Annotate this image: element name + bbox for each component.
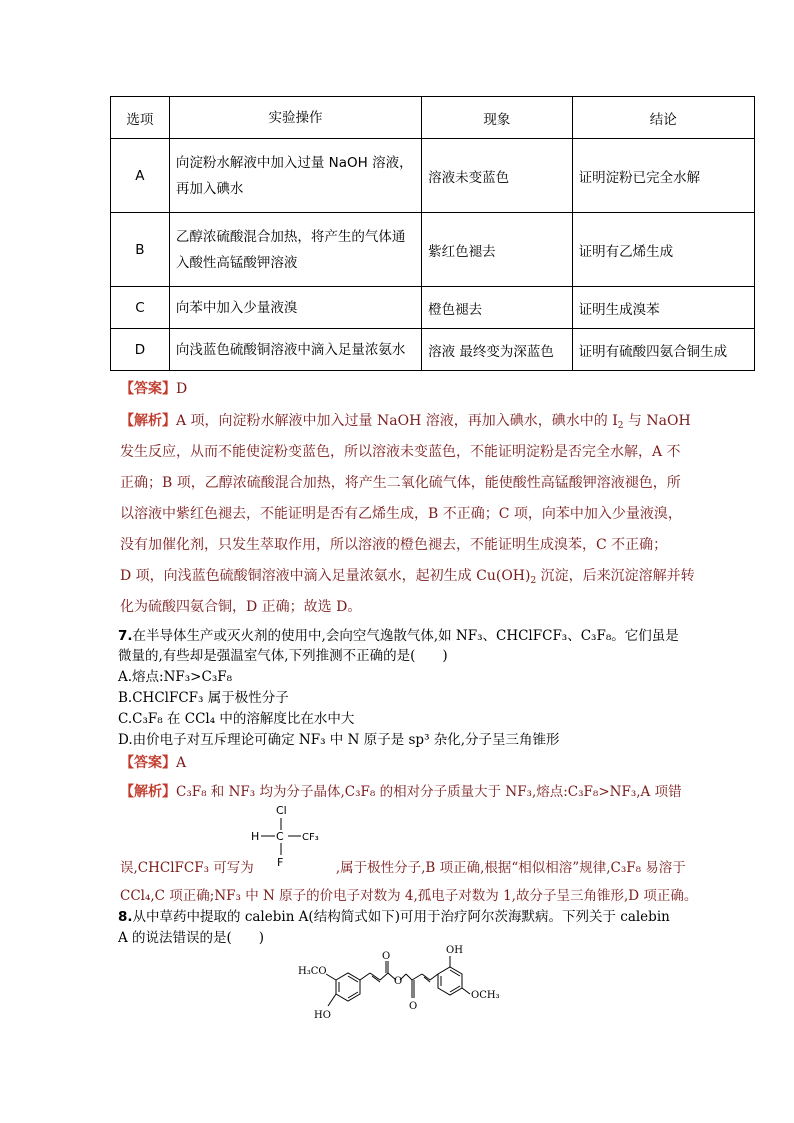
q7-option-c: C.C₃F₈ 在 CCl₄ 中的溶解度比在水中大 — [118, 711, 355, 727]
answer-tag: 【答案】 — [120, 381, 176, 397]
label-o3: O — [409, 1001, 418, 1012]
q6-analysis-line-4: 以溶液中紫红色褪去，不能证明是否有乙烯生成，B 不正确；C 项，向苯中加入少量液溴， — [120, 506, 682, 522]
row-conclusion: 证明有乙烯生成 — [572, 213, 754, 287]
row-option: D — [111, 329, 170, 371]
q6-analysis-line-6: D 项，向浅蓝色硫酸铜溶液中滴入足量浓氨水，起初生成 $Cu(OH)_2$ 沉淀，后来沉淀溶解并转 — [120, 568, 695, 586]
label-o1: O — [382, 951, 391, 962]
row-operation: 向苯中加入少量液溴 — [169, 287, 421, 329]
row-option: B — [111, 213, 170, 287]
q6-analysis-line-7: 化为硫酸四氨合铜，D 正确；故选 D。 — [120, 599, 362, 615]
answer-value: A — [176, 755, 187, 771]
label-o2: O — [394, 976, 403, 987]
struct-right: CF₃ — [302, 832, 319, 843]
question-number: 8. — [118, 909, 133, 925]
q7-answer — [120, 752, 186, 772]
q7-analysis-line-3: CCl₄,C 项正确;NF₃ 中 N 原子的价电子对数为 4,孤电子对数为 1,故分子呈三角锥形,D 项正确。 — [120, 888, 698, 904]
table-row — [111, 213, 755, 287]
struct-bottom: F — [277, 856, 284, 869]
row-phenomenon: 橙色褪去 — [422, 287, 573, 329]
row-conclusion: 证明有硫酸四氨合铜生成 — [572, 329, 754, 371]
label-ho: HO — [314, 1010, 331, 1021]
header-option: 选项 — [111, 97, 170, 139]
q6-answer — [120, 378, 187, 398]
answer-value: D — [176, 381, 188, 397]
row-phenomenon: 溶液未变蓝色 — [422, 139, 573, 213]
struct-top: Cl — [276, 804, 287, 817]
q7-option-b: B.CHClFCF₃ 属于极性分子 — [118, 690, 289, 706]
question-number: 7. — [118, 628, 133, 644]
table-row — [111, 329, 755, 371]
row-conclusion: 证明淀粉已完全水解 — [572, 139, 754, 213]
struct-center: C — [276, 830, 284, 843]
q7-stem-line-1: 7.在半导体生产或灭火剂的使用中,会向空气逸散气体,如 NF₃、CHClFCF₃、C₃F₈。它们虽是 — [118, 628, 679, 644]
q7-analysis-line-1: 【解析】C₃F₈ 和 NF₃ 均为分子晶体,C₃F₈ 的相对分子质量大于 NF₃,熔点:C₃F₈>NF₃,A 项错 — [120, 784, 682, 800]
experiment-table — [110, 96, 755, 371]
calebin-a-structure — [296, 940, 506, 1030]
q7-stem-line-2: 微量的,有些却是强温室气体,下列推测不正确的是( ) — [118, 648, 448, 664]
q7-analysis-line-2: 误,CHClFCF₃ 可写为 ,属于极性分子,B 项正确,根据“相似相溶”规律,C₃F₈ 易溶于 — [120, 860, 686, 876]
row-operation: 向浅蓝色硫酸铜溶液中滴入足量浓氨水 — [169, 329, 421, 371]
struct-left: H — [251, 830, 260, 843]
answer-tag: 【答案】 — [120, 755, 176, 771]
header-phenomenon: 现象 — [422, 97, 573, 139]
label-oh-top: OH — [446, 945, 463, 956]
row-option: C — [111, 287, 170, 329]
row-phenomenon: 紫红色褪去 — [422, 213, 573, 287]
q7-option-a: A.熔点:NF₃>C₃F₈ — [118, 669, 233, 685]
analysis-tag: 【解析】 — [120, 784, 176, 800]
q6-analysis-line-3: 正确；B 项，乙醇浓硫酸混合加热，将产生二氧化硫气体，能使酸性高锰酸钾溶液褪色，所 — [120, 475, 681, 491]
header-operation: 实验操作 — [169, 97, 421, 139]
q7-option-d: D.由价电子对互斥理论可确定 NF₃ 中 N 原子是 sp³ 杂化,分子呈三角锥形 — [118, 732, 560, 748]
q8-stem-line-2: A 的说法错误的是( ) — [118, 930, 265, 946]
table-header-row — [111, 97, 755, 139]
label-h3co: H₃CO — [298, 966, 327, 977]
label-och3: OCH₃ — [471, 990, 500, 1001]
table-row — [111, 139, 755, 213]
table-row — [111, 287, 755, 329]
q8-stem-line-1: 8.从中草药中提取的 calebin A(结构简式如下)可用于治疗阿尔茨海默病。下列关于 calebin — [118, 909, 670, 925]
row-operation: 向淀粉水解液中加入过量 NaOH 溶液， 再加入碘水 — [169, 139, 421, 213]
row-option: A — [111, 139, 170, 213]
analysis-tag: 【解析】 — [120, 413, 176, 429]
q6-analysis-line-2: 发生反应，从而不能使淀粉变蓝色，所以溶液未变蓝色，不能证明淀粉是否完全水解，A 不 — [120, 444, 681, 460]
row-operation: 乙醇浓硫酸混合加热，将产生的气体通 入酸性高锰酸钾溶液 — [169, 213, 421, 287]
row-phenomenon: 溶液 最终变为深蓝色 — [422, 329, 573, 371]
q6-analysis-line-1: 【解析】A 项，向淀粉水解液中加入过量 NaOH 溶液，再加入碘水，碘水中的 $I_2$ 与 NaOH — [120, 413, 691, 431]
header-conclusion: 结论 — [572, 97, 754, 139]
row-conclusion: 证明生成溴苯 — [572, 287, 754, 329]
q6-analysis-line-5: 没有加催化剂，只发生萃取作用，所以溶液的橙色褪去，不能证明生成溴苯，C 不正确； — [120, 537, 668, 553]
